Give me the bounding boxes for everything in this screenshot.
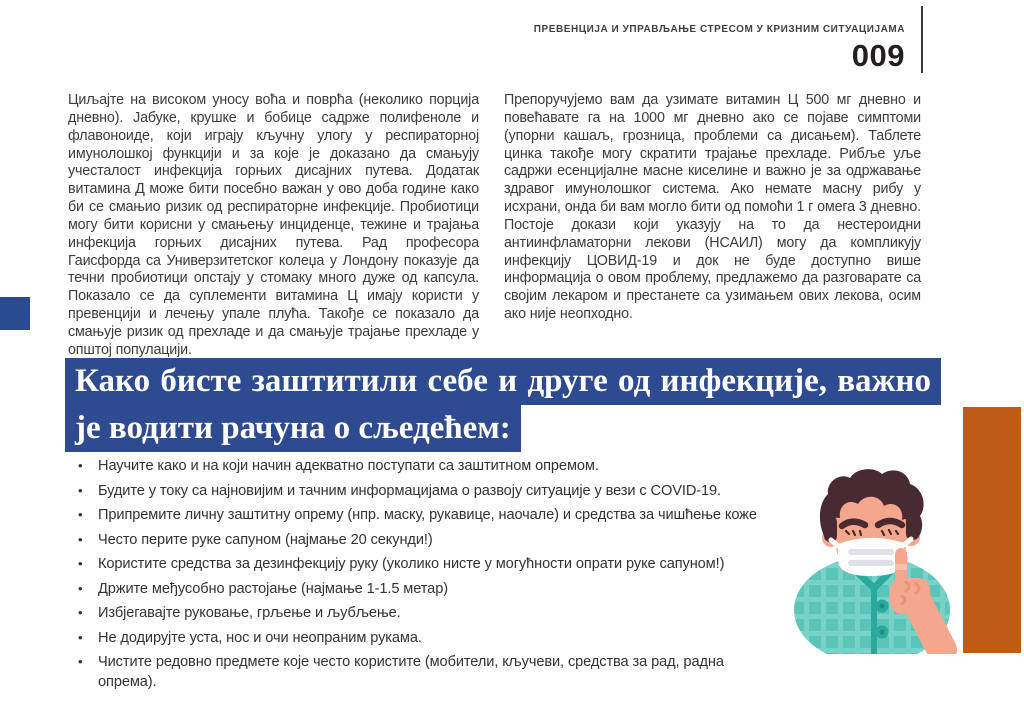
list-item-text: Држите међусобно растојање (најмање 1-1.5 метар) — [98, 580, 448, 597]
bullet-marker: • — [78, 556, 83, 571]
bullet-marker: • — [78, 531, 83, 547]
list-item-text: Избјегавајте руковање, грљење и љубљење. — [98, 605, 401, 621]
list-item — [74, 530, 786, 550]
head — [820, 469, 924, 576]
list-item — [74, 652, 786, 692]
masked-man-illustration — [790, 464, 962, 656]
bullet-marker: • — [78, 458, 83, 473]
left-accent-square — [0, 297, 30, 330]
list-item — [74, 628, 786, 648]
list-item-text: Припремите личну заштитну опрему (нпр. маску, рукавице, наочале) и средства за чишћење коже — [98, 507, 757, 523]
mask-stripe — [848, 560, 894, 566]
list-item — [74, 505, 786, 525]
list-item-text: Будите у току са најновијим и тачним информацијама о развоју ситуације у вези с COVID-19. — [98, 482, 722, 499]
bullet-marker: • — [78, 605, 83, 620]
mask-stripe — [848, 549, 894, 555]
list-item — [74, 603, 786, 623]
bullet-marker: • — [78, 507, 83, 522]
list-item — [74, 481, 786, 501]
section-heading-banner — [65, 358, 941, 452]
page-number: 009 — [851, 38, 905, 73]
list-item-text: Научите како и на који начин адекватно поступати са заштитном опремом. — [98, 458, 599, 474]
section-heading-line-1: Како бисте заштитили себе и друге од инфекције, важно — [65, 358, 941, 405]
intro-paragraph-left: Циљајте на високом уносу воћа и поврћа (неколико порција дневно). Јабуке, крушке и бобице садрже полифеноле и флавоноиде, који играју кључну улогу у респираторној имунолошкој функцији и за које је доказано да смањују учесталост инфекција горњих дисајних путева. Додатак витамина Д може бити посебно важан у ово доба године како би се смањио ризик од респираторне инфекције. Пробиотици могу бити корисни у смањењу инциденце, тежине и трајања инфекција горњих дисајних путева. Рад професора Гаисфорда са Универзитетског колеџа у Лондону показује да течни пробиотици опстају у стомаку много дуже од капсула. Показало се да суплементи витамина Ц имају користи у превенцији и лечењу упале плућа. Такође се показало да смањује ризик од прехладе и да смањује трајање прехладе у општој популацији. — [68, 92, 479, 358]
list-item — [74, 579, 786, 599]
bullet-marker: • — [78, 629, 83, 645]
list-item — [74, 554, 786, 574]
intro-paragraph-right: Препоручујемо вам да узимате витамин Ц 500 мг дневно и повећавате га на 1000 мг дневно ако се појаве симптоми (упорни кашаљ, грозница, проблеми са дисањем). Таблете цинка такође могу скратити трајање прехладе. Рибље уље садржи есенцијалне масне киселине и важно је за одржавање здравог имунолошког система. Ако немате масну рибу у исхрани, онда би вам могло бити од помоћи 1 г омега 3 дневно. Постоје докази који указују на то да нестероидни антиинфламаторни лекови (НСАИЛ) могу да компликују инфекцију ЦОВИД-19 и док не буде доступно више информација о овом проблему, предлажемо да разговарате са својим лекаром и престанете са узимањем ових лекова, осим ако није неопходно. — [504, 92, 921, 323]
list-item — [74, 456, 786, 476]
list-item-text: Чистите редовно предмете које често користите (мобители, кључеви, средства за рад, радна опрема). — [98, 654, 724, 690]
list-item-text: Користите средства за дезинфекцију руку (уколико нисте у могућности опрати руке сапуном!) — [98, 556, 725, 572]
fist — [890, 578, 930, 614]
bullet-marker: • — [78, 654, 83, 669]
bullet-marker: • — [78, 580, 83, 596]
bullet-marker: • — [78, 482, 83, 498]
header-kicker: ПРЕВЕНЦИЈА И УПРАВЉАЊЕ СТРЕСОМ У КРИЗНИМ СИТУАЦИЈАМА — [533, 24, 905, 35]
header-divider-line — [921, 6, 923, 73]
list-item-text: Често перите руке сапуном (најмање 20 секунди!) — [98, 531, 433, 548]
list-item-text: Не додирујте уста, нос и очи неопраним рукама. — [98, 629, 422, 646]
precautions-list — [74, 456, 786, 697]
section-heading-line-2: је водити рачуна о сљедећем: — [65, 405, 521, 452]
right-accent-bar — [963, 407, 1021, 653]
